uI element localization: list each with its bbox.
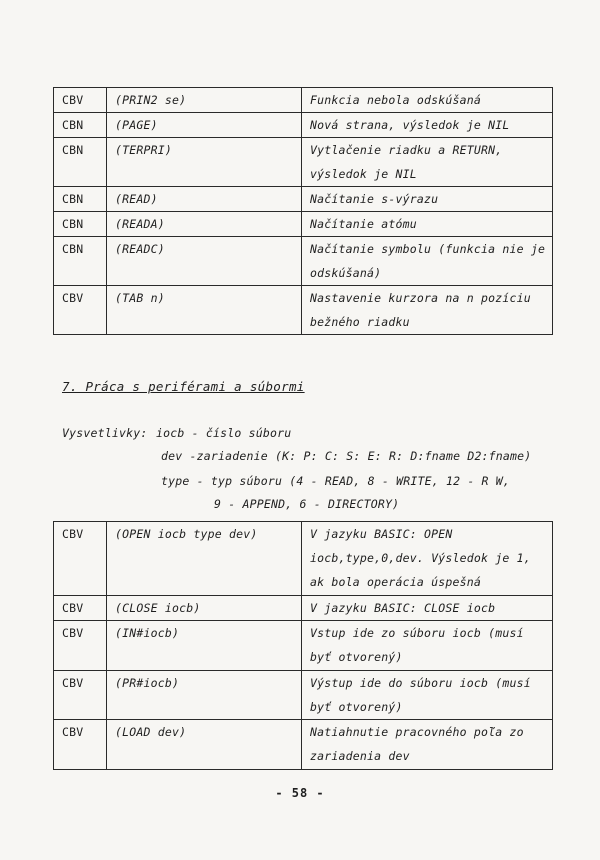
call-cell: (PRIN2 se) [107, 88, 302, 113]
legend-line-type: type - typ súboru (4 - READ, 8 - WRITE, 12 - R W, [161, 474, 511, 488]
type-cell: CBV [54, 286, 107, 335]
desc-cell: Načítanie s-výrazu [302, 187, 553, 212]
table-row [54, 286, 553, 335]
desc-cell: Načítanie symbolu (funkcia nie je odskúšaná) [302, 237, 553, 286]
call-cell: (PAGE) [107, 113, 302, 138]
call-cell: (LOAD dev) [107, 720, 302, 770]
call-cell: (TAB n) [107, 286, 302, 335]
section-heading: 7. Práca s periférami a súbormi [62, 379, 305, 394]
legend-line-iocb: iocb - číslo súboru [156, 426, 292, 440]
table-row [54, 88, 553, 113]
type-cell: CBN [54, 187, 107, 212]
table-row [54, 138, 553, 187]
legend-line-dev: dev -zariadenie (K: P: C: S: E: R: D:fname D2:fname) [161, 449, 532, 463]
call-cell: (OPEN iocb type dev) [107, 522, 302, 596]
call-cell: (READC) [107, 237, 302, 286]
functions-table-2 [53, 521, 553, 770]
table-row [54, 720, 553, 770]
type-cell: CBV [54, 671, 107, 720]
type-cell: CBN [54, 138, 107, 187]
table-row [54, 187, 553, 212]
type-cell: CBV [54, 720, 107, 770]
desc-cell: Nová strana, výsledok je NIL [302, 113, 553, 138]
desc-cell: V jazyku BASIC: CLOSE iocb [302, 596, 553, 621]
table-row [54, 621, 553, 671]
table-row [54, 596, 553, 621]
call-cell: (READ) [107, 187, 302, 212]
desc-cell: Vytlačenie riadku a RETURN, výsledok je NIL [302, 138, 553, 187]
table-row [54, 671, 553, 720]
type-cell: CBV [54, 88, 107, 113]
desc-cell: V jazyku BASIC: OPEN iocb,type,0,dev. Výsledok je 1, ak bola operácia úspešná [302, 522, 553, 596]
call-cell: (TERPRI) [107, 138, 302, 187]
desc-cell: Nastavenie kurzora na n pozíciu bežného riadku [302, 286, 553, 335]
functions-table-1 [53, 87, 553, 335]
call-cell: (PR#iocb) [107, 671, 302, 720]
desc-cell: Výstup ide do súboru iocb (musí byť otvorený) [302, 671, 553, 720]
desc-cell: Natiahnutie pracovného poľa zo zariadenia dev [302, 720, 553, 770]
call-cell: (READA) [107, 212, 302, 237]
desc-cell: Funkcia nebola odskúšaná [302, 88, 553, 113]
table-row [54, 522, 553, 596]
type-cell: CBN [54, 212, 107, 237]
type-cell: CBV [54, 621, 107, 671]
type-cell: CBV [54, 596, 107, 621]
legend-label: Vysvetlivky: [62, 426, 148, 440]
table-row [54, 212, 553, 237]
desc-cell: Načítanie atómu [302, 212, 553, 237]
call-cell: (CLOSE iocb) [107, 596, 302, 621]
type-cell: CBV [54, 522, 107, 596]
type-cell: CBN [54, 237, 107, 286]
table-row [54, 113, 553, 138]
type-cell: CBN [54, 113, 107, 138]
call-cell: (IN#iocb) [107, 621, 302, 671]
page-number: - 58 - [275, 786, 325, 800]
desc-cell: Vstup ide zo súboru iocb (musí byť otvorený) [302, 621, 553, 671]
legend-line-type-cont: 9 - APPEND, 6 - DIRECTORY) [214, 497, 400, 511]
table-row [54, 237, 553, 286]
